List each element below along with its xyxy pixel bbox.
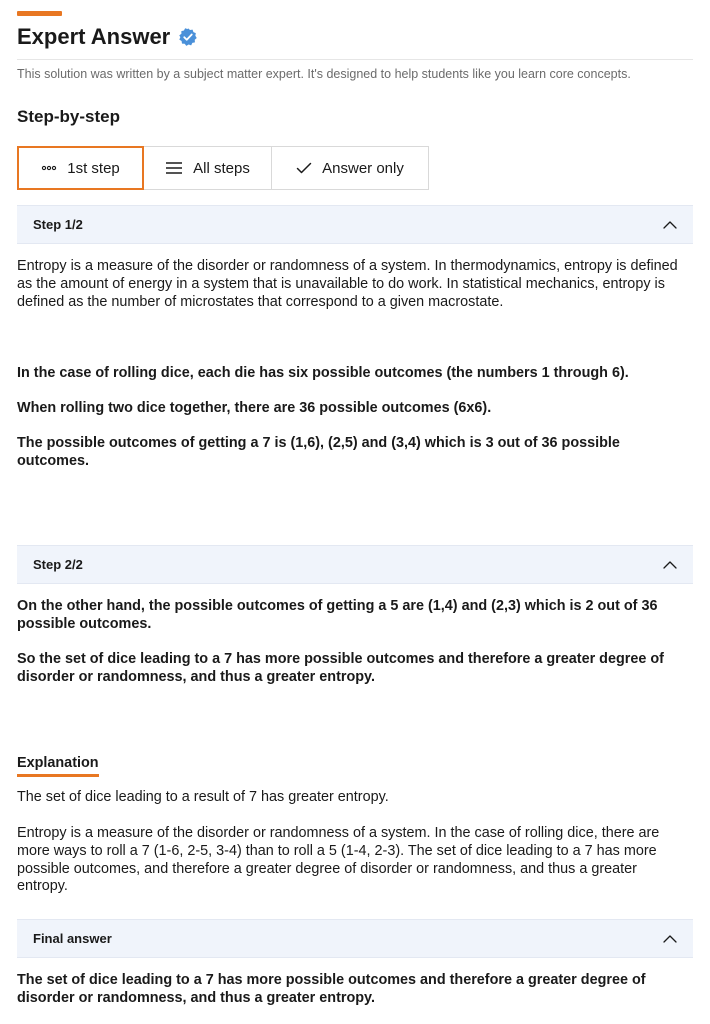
step-2-paragraph-1: On the other hand, the possible outcomes of getting a 5 are (1,4) and (2,3) which is 2 out of 36 possible outcomes. xyxy=(17,598,658,632)
chevron-up-icon[interactable] xyxy=(663,556,677,574)
final-answer-label: Final answer xyxy=(33,931,112,946)
accent-bar xyxy=(17,11,62,16)
chevron-up-icon[interactable] xyxy=(663,216,677,234)
step-1-paragraph-3: The possible outcomes of getting a 7 is (1,6), (2,5) and (3,4) which is 3 out of 36 possible outcomes. xyxy=(17,435,620,469)
page-title-text: Expert Answer xyxy=(17,24,171,49)
verified-badge-icon xyxy=(178,27,198,47)
step-2-header[interactable] xyxy=(17,545,693,584)
page-subtitle: This solution was written by a subject matter expert. It's designed to help students like you learn core concepts. xyxy=(17,67,631,81)
final-answer-text: The set of dice leading to a 7 has more possible outcomes and therefore a greater degree of disorder or randomness, and thus a greater entropy. xyxy=(17,972,646,1006)
step-1-intro: Entropy is a measure of the disorder or randomness of a system. In thermodynamics, entropy is defined as the amount of energy in a system that is unavailable to do work. In statistical mechanics, entropy is defined as the number of microstates that correspond to a given macrostate. xyxy=(17,258,678,310)
step-by-step-heading: Step-by-step xyxy=(17,107,120,126)
explanation-heading: Explanation xyxy=(17,755,99,777)
step-1-label: Step 1/2 xyxy=(33,217,83,232)
step-1-header[interactable] xyxy=(17,205,693,244)
tab-answer-only[interactable] xyxy=(271,146,429,190)
ellipsis-icon xyxy=(41,165,57,171)
list-icon xyxy=(165,161,183,175)
tab-answer-only-label: Answer only xyxy=(322,159,404,177)
header-divider xyxy=(17,59,693,60)
step-1-paragraph-1: In the case of rolling dice, each die has six possible outcomes (the numbers 1 through 6). xyxy=(17,365,629,381)
explanation-paragraph-2: Entropy is a measure of the disorder or randomness of a system. In the case of rolling dice, there are more ways to roll a 7 (1-6, 2-5, 3-4) than to roll a 5 (1-4, 2-3). The set of dice leading to a 7 has more possible outcomes, and therefore a greater degree of disorder or randomness, and thus a greater entropy. xyxy=(17,825,660,895)
final-answer-header[interactable] xyxy=(17,919,693,958)
step-view-tabs xyxy=(17,146,429,190)
step-2-label: Step 2/2 xyxy=(33,557,83,572)
step-1-paragraph-2: When rolling two dice together, there are 36 possible outcomes (6x6). xyxy=(17,400,492,416)
tab-first-step-label: 1st step xyxy=(67,159,120,177)
page-title xyxy=(17,24,198,50)
explanation-paragraph-1: The set of dice leading to a result of 7 has greater entropy. xyxy=(17,789,389,805)
step-2-paragraph-2: So the set of dice leading to a 7 has more possible outcomes and therefore a greater degree of disorder or randomness, and thus a greater entropy. xyxy=(17,651,664,685)
tab-all-steps-label: All steps xyxy=(193,159,250,177)
tab-first-step[interactable] xyxy=(17,146,144,190)
chevron-up-icon[interactable] xyxy=(663,930,677,948)
check-icon xyxy=(296,162,312,174)
tab-all-steps[interactable] xyxy=(143,146,272,190)
